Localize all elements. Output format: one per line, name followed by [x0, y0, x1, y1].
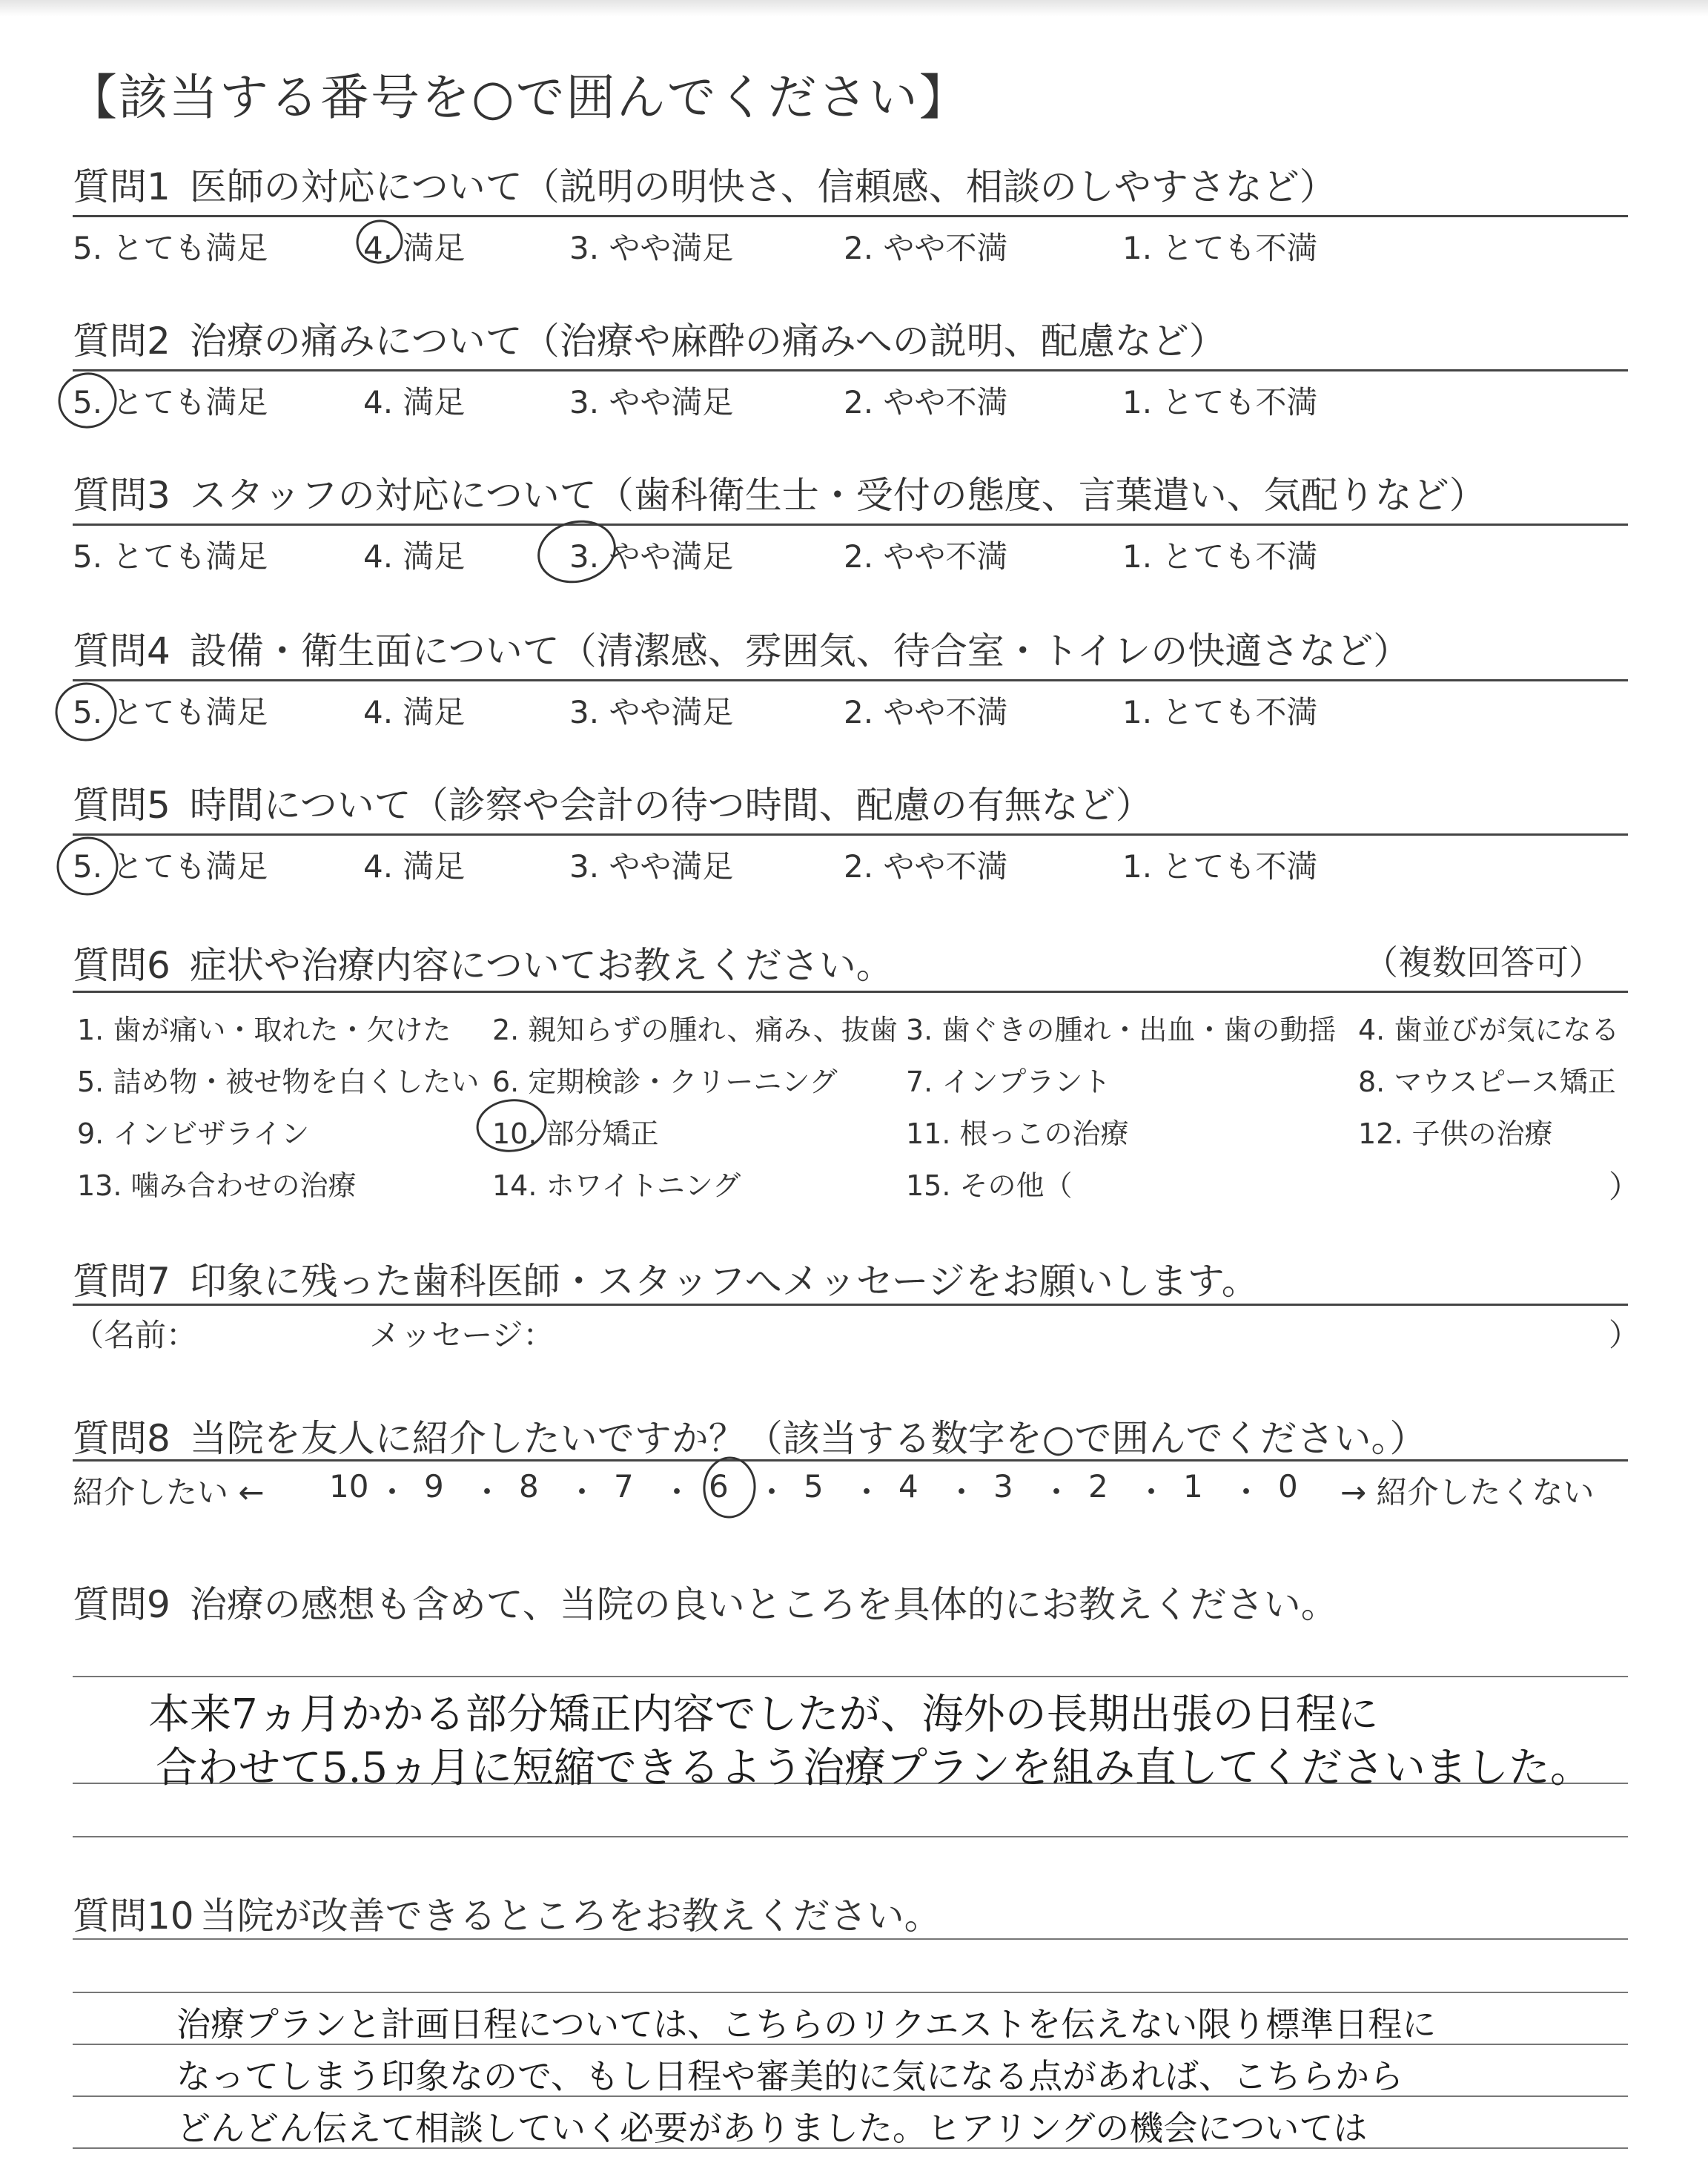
q2-option-4[interactable]: 4. 満足 [363, 384, 466, 420]
q5-option-2[interactable]: 2. やや不満 [844, 848, 1008, 885]
q6-option-1[interactable]: 1. 歯が痛い・取れた・欠けた [77, 1014, 451, 1046]
q8-scale-separator: ・ [661, 1474, 693, 1510]
q8-text: 当院を友人に紹介したいですか？（該当する数字を○で囲んでください。） [189, 1417, 1427, 1460]
q8-left-label: 紹介したい ← [73, 1474, 265, 1510]
q6-option-12[interactable]: 12. 子供の治療 [1358, 1117, 1553, 1150]
q6-option-6[interactable]: 6. 定期検診・クリーニング [492, 1066, 838, 1098]
q5-text: 時間について（診察や会計の待つ時間、配慮の有無など） [189, 784, 1153, 827]
q8-scale-0[interactable]: 0 [1278, 1468, 1298, 1505]
q1-option-2[interactable]: 2. やや不満 [844, 230, 1008, 266]
q4-option-5[interactable]: 5. とても満足 [73, 694, 268, 730]
form-title: 【該当する番号を○で囲んでください】 [68, 69, 970, 126]
q2-option-1[interactable]: 1. とても不満 [1122, 384, 1318, 420]
q6-title [73, 936, 893, 989]
q5-title [73, 776, 1153, 829]
q1-rule [73, 215, 1628, 217]
q8-right-label: → 紹介したくない [1340, 1474, 1595, 1510]
q6-option-10[interactable]: 10. 部分矯正 [492, 1117, 659, 1150]
q4-option-2[interactable]: 2. やや不満 [844, 694, 1008, 730]
q8-scale-separator: ・ [756, 1474, 788, 1510]
q5-label: 質問5 [73, 784, 171, 827]
q8-scale-8[interactable]: 8 [519, 1468, 539, 1505]
q4-rule [73, 679, 1628, 681]
q8-scale-1[interactable]: 1 [1183, 1468, 1203, 1505]
q8-scale-separator: ・ [946, 1474, 978, 1510]
q1-title [73, 157, 1337, 211]
q8-scale-9[interactable]: 9 [424, 1468, 444, 1505]
q6-close-paren: ） [1609, 1169, 1641, 1205]
q6-option-3[interactable]: 3. 歯ぐきの腫れ・出血・歯の動揺 [906, 1014, 1337, 1046]
q9-answer-line-2: 合わせて5.5ヵ月に短縮できるよう治療プランを組み直してくださいました。 [156, 1744, 1592, 1792]
q8-scale-separator: ・ [1041, 1474, 1073, 1510]
q2-option-2[interactable]: 2. やや不満 [844, 384, 1008, 420]
q6-option-5[interactable]: 5. 詰め物・被せ物を白くしたい [77, 1066, 480, 1098]
q10-text: 当院が改善できるところをお教えください。 [199, 1895, 941, 1938]
q6-text: 症状や治療内容についてお教えください。 [189, 944, 893, 987]
q3-option-3[interactable]: 3. やや満足 [569, 538, 734, 575]
q7-title [73, 1252, 1259, 1305]
q5-option-5[interactable]: 5. とても満足 [73, 848, 268, 885]
q4-text: 設備・衛生面について（清潔感、雰囲気、待合室・トイレの快適さなど） [189, 630, 1411, 673]
q7-rule [73, 1304, 1628, 1306]
q8-scale-10[interactable]: 10 [329, 1468, 369, 1505]
q3-option-1[interactable]: 1. とても不満 [1122, 538, 1318, 575]
q6-option-2[interactable]: 2. 親知らずの腫れ、痛み、抜歯 [492, 1014, 898, 1046]
q4-option-1[interactable]: 1. とても不満 [1122, 694, 1318, 730]
q3-option-4[interactable]: 4. 満足 [363, 538, 466, 575]
q10-answer-line-3: どんどん伝えて相談していく必要がありました。ヒアリングの機会については [176, 2108, 1368, 2148]
q2-text: 治療の痛みについて（治療や麻酔の痛みへの説明、配慮など） [189, 320, 1226, 363]
q7-message-label: メッセージ： [369, 1317, 555, 1353]
q8-scale-6[interactable]: 6 [709, 1468, 729, 1505]
q8-scale-separator: ・ [1136, 1474, 1168, 1510]
q8-scale-7[interactable]: 7 [614, 1468, 634, 1505]
q4-label: 質問4 [73, 630, 171, 673]
q6-option-4[interactable]: 4. 歯並びが気になる [1358, 1014, 1620, 1046]
q8-scale-separator: ・ [851, 1474, 883, 1510]
q2-title [73, 311, 1226, 365]
q8-scale-4[interactable]: 4 [898, 1468, 918, 1505]
q3-option-5[interactable]: 5. とても満足 [73, 538, 268, 575]
q6-option-7[interactable]: 7. インプラント [906, 1066, 1111, 1098]
q6-option-15[interactable]: 15. その他（ [906, 1169, 1073, 1202]
q8-scale-separator: ・ [566, 1474, 598, 1510]
q10-line-0 [73, 1938, 1628, 1940]
q6-option-8[interactable]: 8. マウスピース矯正 [1358, 1066, 1616, 1098]
q9-line-3 [73, 1836, 1628, 1837]
q1-label: 質問1 [73, 165, 171, 208]
q5-option-4[interactable]: 4. 満足 [363, 848, 466, 885]
q1-option-3[interactable]: 3. やや満足 [569, 230, 734, 266]
q8-scale-separator: ・ [471, 1474, 503, 1510]
q3-rule [73, 524, 1628, 526]
q6-option-9[interactable]: 9. インビザライン [77, 1117, 310, 1150]
q3-text: スタッフの対応について（歯科衛生士・受付の態度、言葉遣い、気配りなど） [189, 474, 1486, 517]
q6-label: 質問6 [73, 944, 171, 987]
q3-option-2[interactable]: 2. やや不満 [844, 538, 1008, 575]
q2-option-3[interactable]: 3. やや満足 [569, 384, 734, 420]
q10-title [73, 1886, 941, 1940]
q4-option-4[interactable]: 4. 満足 [363, 694, 466, 730]
q6-rule [73, 991, 1628, 993]
q8-scale-2[interactable]: 2 [1088, 1468, 1108, 1505]
q10-answer-line-2: なってしまう印象なので、もし日程や審美的に気になる点があれば、こちらから [176, 2056, 1404, 2096]
q5-option-3[interactable]: 3. やや満足 [569, 848, 734, 885]
q3-title [73, 466, 1486, 519]
q8-label: 質問8 [73, 1417, 171, 1460]
q7-close-paren: ） [1609, 1317, 1641, 1353]
q2-rule [73, 369, 1628, 371]
scan-top-edge [0, 0, 1708, 16]
q10-label: 質問10 [73, 1895, 194, 1938]
q8-title [73, 1409, 1426, 1462]
q8-scale-5[interactable]: 5 [804, 1468, 824, 1505]
q4-title [73, 621, 1410, 675]
q3-label: 質問3 [73, 474, 171, 517]
q10-answer-line-1: 治療プランと計画日程については、こちらのリクエストを伝えない限り標準日程に [176, 2004, 1437, 2044]
q9-text: 治療の感想も含めて、当院の良いところを具体的にお教えください。 [189, 1583, 1338, 1626]
q9-answer-line-1: 本来7ヵ月かかる部分矯正内容でしたが、海外の長期出張の日程に [148, 1691, 1379, 1739]
q8-scale-3[interactable]: 3 [993, 1468, 1013, 1505]
q8-scale-separator: ・ [1231, 1474, 1262, 1510]
q9-line-1 [73, 1676, 1628, 1677]
q4-option-3[interactable]: 3. やや満足 [569, 694, 734, 730]
q6-option-11[interactable]: 11. 根っこの治療 [906, 1117, 1129, 1150]
q1-option-4[interactable]: 4. 満足 [363, 230, 466, 266]
q6-option-13[interactable]: 13. 噛み合わせの治療 [77, 1169, 357, 1202]
q6-option-14[interactable]: 14. ホワイトニング [492, 1169, 741, 1202]
q8-scale-separator: ・ [377, 1474, 408, 1510]
q10-line-1 [73, 1992, 1628, 1993]
q2-label: 質問2 [73, 320, 171, 363]
q7-text: 印象に残った歯科医師・スタッフへメッセージをお願いします。 [189, 1260, 1259, 1303]
q9-label: 質問9 [73, 1583, 171, 1626]
q8-rule [73, 1459, 1628, 1462]
q1-option-1[interactable]: 1. とても不満 [1122, 230, 1318, 266]
q1-text: 医師の対応について（説明の明快さ、信頼感、相談のしやすさなど） [189, 165, 1337, 208]
q5-option-1[interactable]: 1. とても不満 [1122, 848, 1318, 885]
q9-title [73, 1575, 1338, 1628]
q1-option-5[interactable]: 5. とても満足 [73, 230, 268, 266]
q7-name-label: （名前： [73, 1317, 198, 1353]
q5-rule [73, 833, 1628, 836]
q2-option-5[interactable]: 5. とても満足 [73, 384, 268, 420]
q7-label: 質問7 [73, 1260, 171, 1303]
q6-note: （複数回答可） [1364, 942, 1603, 982]
